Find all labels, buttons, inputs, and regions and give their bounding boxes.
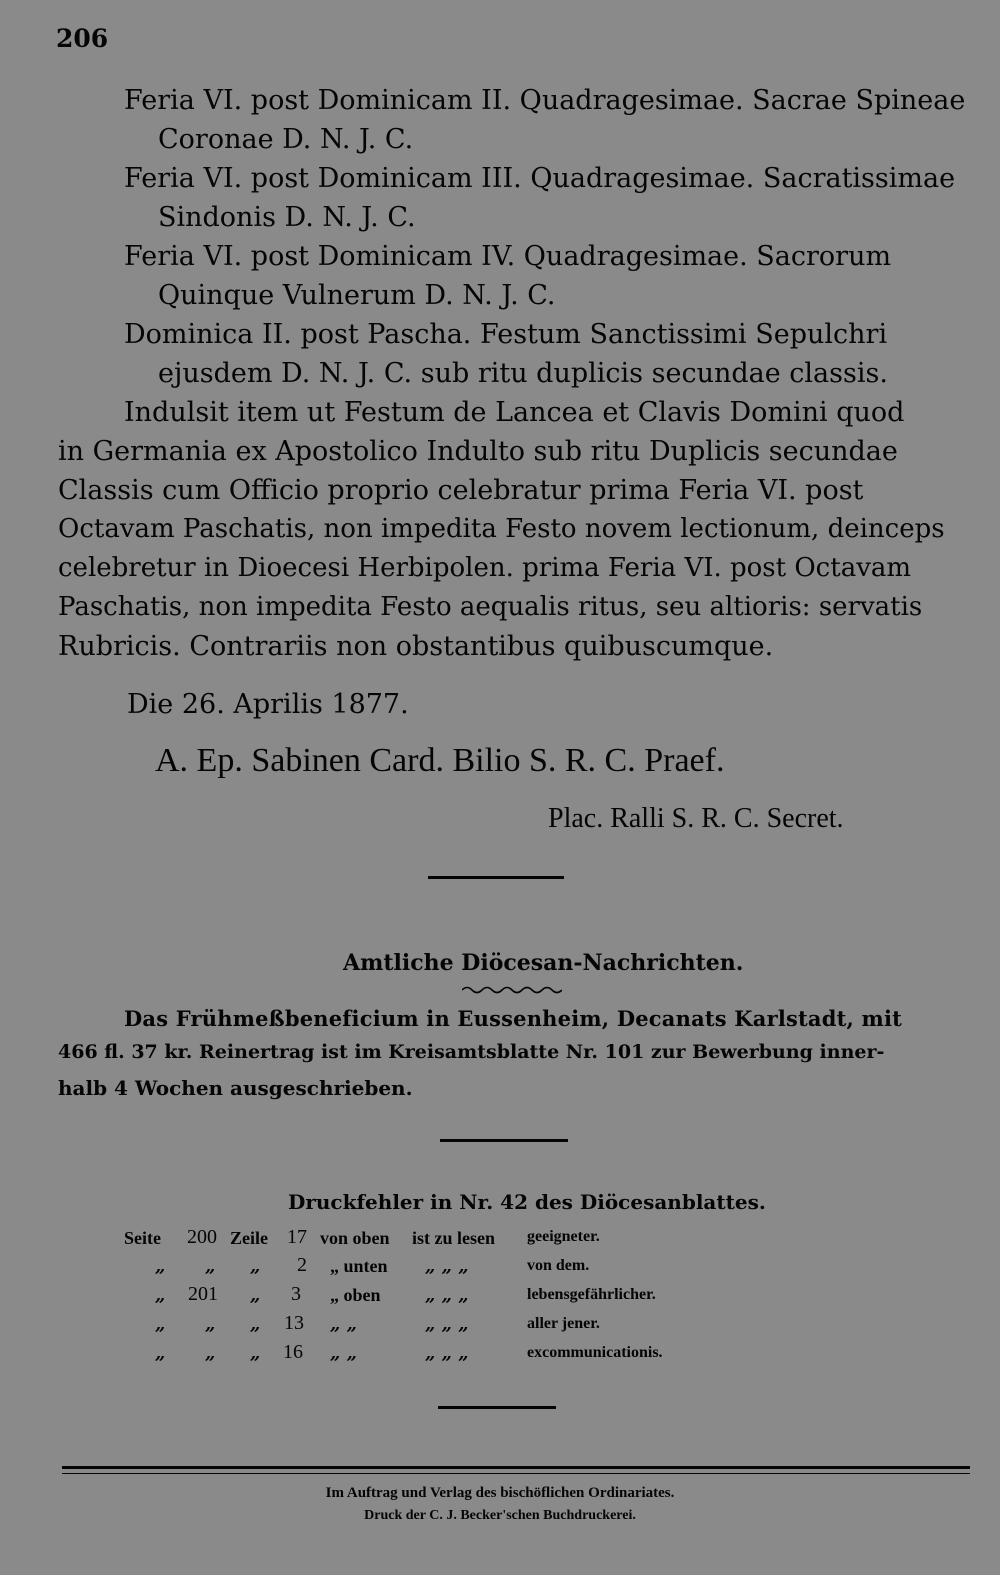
errata-seite: 200	[187, 1226, 217, 1248]
errata-seite: „	[205, 1256, 216, 1277]
latin-line-9: Indulsit item ut Festum de Lancea et Clavis Domini quod	[124, 397, 905, 428]
errata-correction: excommunicationis.	[527, 1344, 663, 1361]
latin-line-2: Coronae D. N. J. C.	[158, 124, 414, 155]
errata-zeile-label: „	[250, 1343, 261, 1364]
latin-line-1: Feria VI. post Dominicam II. Quadragesimae. Sacrae Spineae	[124, 85, 966, 116]
errata-zeile-label: „	[250, 1256, 261, 1277]
errata-zeile-label: „	[250, 1314, 261, 1335]
errata-pos: „ „	[330, 1343, 357, 1364]
errata-note: „ „ „	[425, 1343, 469, 1364]
news-line-2: 466 fl. 37 kr. Reinertrag ist im Kreisamtsblatte Nr. 101 zur Bewerbung inner-	[58, 1041, 885, 1063]
latin-line-4: Sindonis D. N. J. C.	[158, 202, 416, 233]
date-line: Die 26. Aprilis 1877.	[127, 689, 409, 720]
page-number: 206	[56, 24, 109, 53]
latin-line-12: Octavam Paschatis, non impedita Festo novem lectionum, deinceps	[58, 514, 945, 544]
errata-seite-label: Seite	[124, 1228, 161, 1248]
errata-seite-label: „	[155, 1314, 166, 1335]
latin-line-5: Feria VI. post Dominicam IV. Quadragesimae. Sacrorum	[124, 241, 892, 272]
errata-zeile: 2	[297, 1254, 307, 1276]
latin-line-8: ejusdem D. N. J. C. sub ritu duplicis secundae classis.	[158, 358, 888, 389]
latin-line-3: Feria VI. post Dominicam III. Quadragesimae. Sacratissimae	[124, 163, 956, 194]
errata-zeile-label: „	[250, 1285, 261, 1306]
errata-heading: Druckfehler in Nr. 42 des Diöcesanblattes.	[288, 1190, 766, 1214]
errata-seite-label: „	[155, 1256, 166, 1277]
latin-line-10: in Germania ex Apostolico Indulto sub ritu Duplicis secundae	[58, 436, 898, 467]
errata-note: „ „ „	[425, 1314, 469, 1335]
errata-correction: von dem.	[527, 1257, 590, 1274]
errata-seite-label: „	[155, 1285, 166, 1306]
errata-pos: „ oben	[330, 1285, 381, 1305]
errata-correction: geeigneter.	[527, 1228, 600, 1245]
section-divider-2	[440, 1139, 568, 1142]
signature-prefect: A. Ep. Sabinen Card. Bilio S. R. C. Praef.	[155, 742, 725, 779]
section-divider-3	[438, 1406, 556, 1409]
errata-seite-label: „	[155, 1343, 166, 1364]
errata-note: „ „ „	[425, 1256, 469, 1277]
news-line-1: Das Frühmeßbeneficium in Eussenheim, Decanats Karlstadt, mit	[124, 1006, 903, 1031]
errata-correction: lebensgefährlicher.	[527, 1286, 656, 1303]
errata-zeile: 16	[283, 1341, 303, 1363]
latin-line-15: Rubricis. Contrariis non obstantibus quibuscumque.	[58, 631, 774, 662]
errata-zeile: 3	[291, 1283, 301, 1305]
footer-rule-thick	[62, 1466, 970, 1469]
news-heading: Amtliche Diöcesan-Nachrichten.	[343, 950, 744, 976]
latin-line-13: celebretur in Dioecesi Herbipolen. prima Feria VI. post Octavam	[58, 553, 912, 583]
errata-seite: „	[205, 1343, 216, 1364]
errata-seite: 201	[188, 1283, 218, 1305]
footer-rule-thin	[62, 1473, 970, 1474]
latin-line-7: Dominica II. post Pascha. Festum Sanctissimi Sepulchri	[124, 319, 888, 350]
errata-pos: „ „	[330, 1314, 357, 1335]
errata-zeile-label: Zeile	[230, 1228, 268, 1248]
news-line-3: halb 4 Wochen ausgeschrieben.	[58, 1076, 413, 1100]
latin-line-14: Paschatis, non impedita Festo aequalis ritus, seu altioris: servatis	[58, 592, 923, 622]
signature-secretary: Plac. Ralli S. R. C. Secret.	[548, 803, 844, 834]
errata-correction: aller jener.	[527, 1315, 600, 1332]
errata-zeile: 17	[287, 1226, 307, 1248]
heading-flourish	[462, 985, 562, 995]
latin-line-11: Classis cum Officio proprio celebratur prima Feria VI. post	[58, 475, 864, 506]
section-divider-1	[428, 876, 564, 879]
errata-seite: „	[205, 1314, 216, 1335]
latin-line-6: Quinque Vulnerum D. N. J. C.	[158, 280, 556, 311]
errata-pos: „ unten	[330, 1256, 388, 1276]
footer-printer: Druck der C. J. Becker'schen Buchdruckerei.	[364, 1508, 636, 1523]
errata-note: „ „ „	[425, 1285, 469, 1306]
errata-note: ist zu lesen	[412, 1228, 495, 1248]
footer-publisher: Im Auftrag und Verlag des bischöflichen Ordinariates.	[325, 1485, 675, 1501]
errata-zeile: 13	[284, 1312, 304, 1334]
errata-pos: von oben	[320, 1228, 390, 1248]
